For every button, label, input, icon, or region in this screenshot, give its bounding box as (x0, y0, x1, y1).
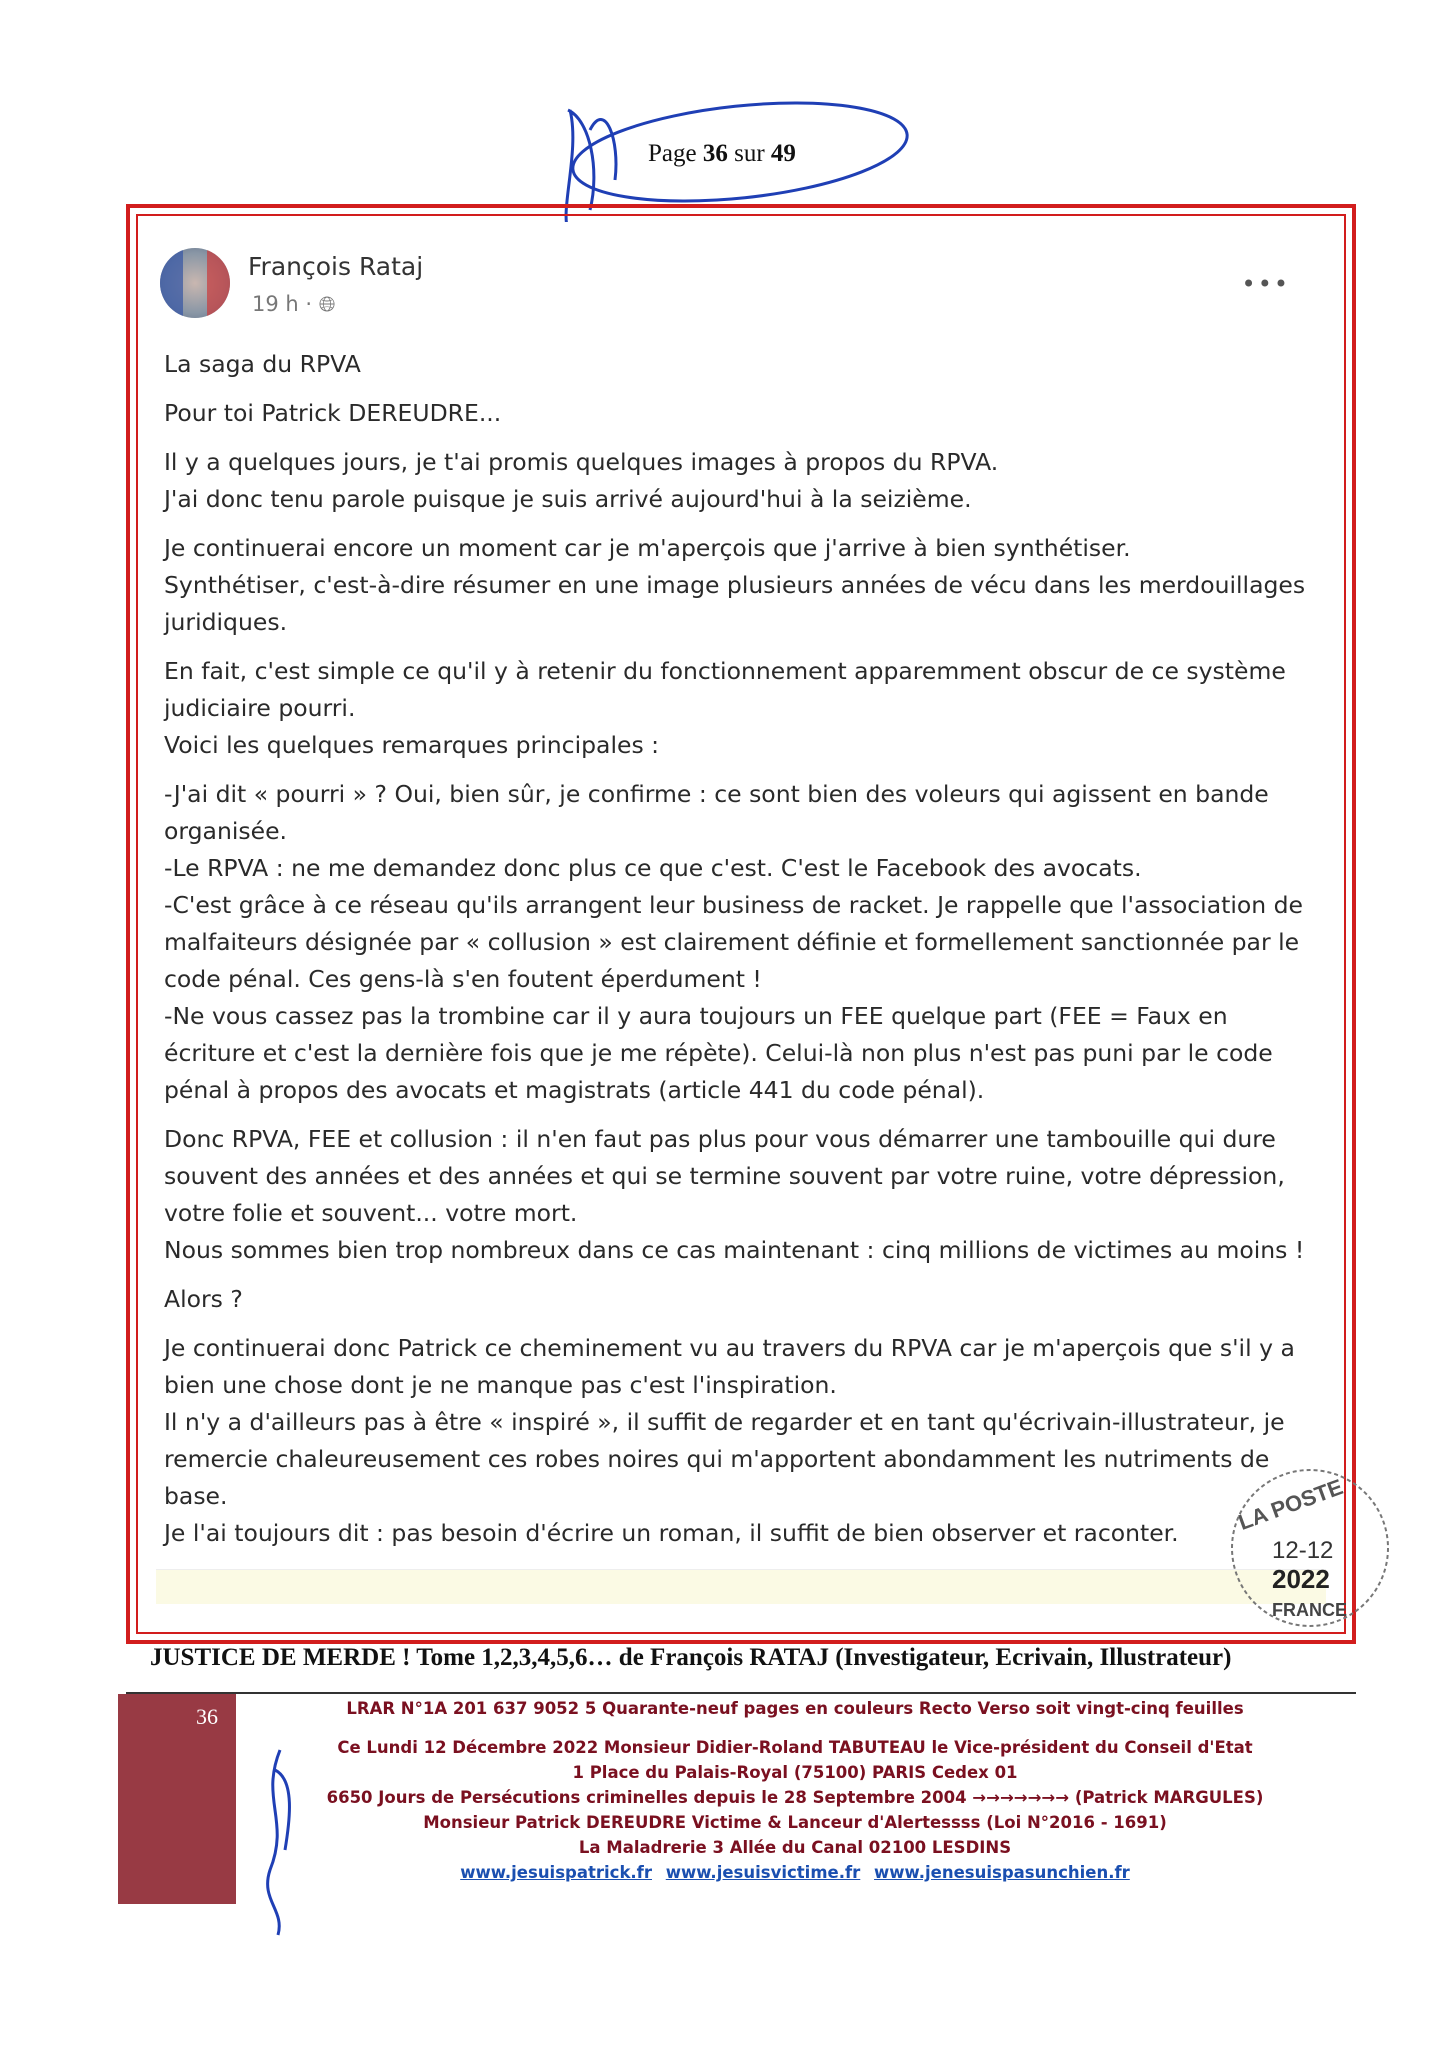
post-author[interactable]: François Rataj (248, 252, 424, 281)
post-line: -Le RPVA : ne me demandez donc plus ce que c'est. C'est le Facebook des avocats. (164, 854, 1142, 882)
post-paragraph (164, 1281, 1324, 1318)
lrar-address-block (240, 1696, 1350, 1885)
lrar-line: La Maladrerie 3 Allée du Canal 02100 LESDINS (578, 1838, 1012, 1857)
footer-links (240, 1860, 1350, 1885)
post-line: -C'est grâce à ce réseau qu'ils arrangent leur business de racket. Je rappelle que l'association de malfaiteurs désignée par « collusion » est clairement définie et formellement sanctionnée par le code pénal. Ces gens-là s'en foutent éperdument ! (164, 891, 1303, 993)
post-line: -Ne vous cassez pas la trombine car il y aura toujours un FEE quelque part (FEE = Faux en écriture et c'est la dernière fois que je me répète). Celui-là non plus n'est pas puni par le code pénal à propos des avocats et magistrats (article 441 du code pénal). (164, 1002, 1273, 1104)
lrar-line: 1 Place du Palais-Royal (75100) PARIS Cedex 01 (572, 1763, 1018, 1782)
link-jenesuispasunchien[interactable]: www.jenesuispasunchien.fr (874, 1863, 1130, 1882)
post-paragraph (164, 1330, 1324, 1552)
page-number: Page 36 sur 49 (648, 140, 796, 167)
post-time: 19 h · (252, 292, 313, 316)
lrar-line: 6650 Jours de Persécutions criminelles depuis le 28 Septembre 2004 →→→→→→→ (Patrick MARGULES) (326, 1788, 1264, 1807)
post-body (164, 346, 1324, 1613)
post-line: Synthétiser, c'est-à-dire résumer en une image plusieurs années de vécu dans les merdouillages juridiques. (164, 571, 1306, 636)
facebook-post (144, 222, 1338, 1610)
post-footer-bar (156, 1569, 1326, 1604)
post-line: Il y a quelques jours, je t'ai promis quelques images à propos du RPVA. (164, 448, 999, 476)
postmark-year: 2022 (1272, 1564, 1330, 1594)
post-line: J'ai donc tenu parole puisque je suis arrivé aujourd'hui à la seizième. (164, 485, 972, 513)
post-line: Je continuerai donc Patrick ce cheminement vu au travers du RPVA car je m'aperçois que s'il y a bien une chose dont je ne manque pas c'est l'inspiration. (164, 1334, 1295, 1399)
post-paragraph (164, 346, 1324, 383)
post-line: En fait, c'est simple ce qu'il y à retenir du fonctionnement apparemment obscur de ce système judiciaire pourri. (164, 657, 1286, 722)
post-line: Je l'ai toujours dit : pas besoin d'écrire un roman, il suffit de bien observer et raconter. (164, 1519, 1179, 1547)
post-paragraph (164, 395, 1324, 432)
avatar[interactable] (160, 248, 230, 318)
footer-page-number: 36 (196, 1704, 218, 1729)
link-jesuispatrick[interactable]: www.jesuispatrick.fr (460, 1863, 652, 1882)
post-line: Donc RPVA, FEE et collusion : il n'en faut pas plus pour vous démarrer une tambouille qui dure souvent des années et des années et qui se termine souvent par votre ruine, votre dépression, votre folie et souvent... votre mort. (164, 1125, 1285, 1227)
page-number-block (118, 1694, 236, 1904)
post-line: Je continuerai encore un moment car je m'aperçois que j'arrive à bien synthétiser. (164, 534, 1131, 562)
post-timestamp[interactable] (252, 292, 336, 317)
book-title: JUSTICE DE MERDE ! Tome 1,2,3,4,5,6… de François RATAJ (Investigateur, Ecrivain, Illustrateur) (150, 1644, 1232, 1671)
postmark-top: LA POSTE (1234, 1474, 1347, 1535)
post-paragraph (164, 1121, 1324, 1269)
post-paragraph (164, 776, 1324, 1109)
more-options-icon[interactable]: ••• (1241, 270, 1290, 298)
post-line: Nous sommes bien trop nombreux dans ce cas maintenant : cinq millions de victimes au moins ! (164, 1236, 1305, 1264)
post-paragraph (164, 530, 1324, 641)
lrar-line: Monsieur Patrick DEREUDRE Victime & Lanceur d'Alertessss (Loi N°2016 - 1691) (423, 1813, 1167, 1832)
lrar-line: Ce Lundi 12 Décembre 2022 Monsieur Didier-Roland TABUTEAU le Vice-président du Conseil d'Etat (337, 1738, 1253, 1757)
post-paragraph (164, 444, 1324, 518)
post-line: La saga du RPVA (164, 350, 361, 378)
post-frame (126, 204, 1356, 1644)
globe-icon: 🌐︎ (318, 292, 336, 316)
footer-divider (126, 1692, 1356, 1694)
postmark-stamp (1210, 1448, 1410, 1648)
link-jesuisvictime[interactable]: www.jesuisvictime.fr (665, 1863, 861, 1882)
post-paragraph (164, 653, 1324, 764)
post-line: Pour toi Patrick DEREUDRE... (164, 399, 502, 427)
post-line: -J'ai dit « pourri » ? Oui, bien sûr, je confirme : ce sont bien des voleurs qui agissent en bande organisée. (164, 780, 1269, 845)
post-line: Il n'y a d'ailleurs pas à être « inspiré », il suffit de regarder et en tant qu'écrivain-illustrateur, je remercie chaleureusement ces robes noires qui m'apportent abondamment les nutriments de base. (164, 1408, 1285, 1510)
post-line: Voici les quelques remarques principales : (164, 731, 660, 759)
postmark-date: 12-12 (1272, 1537, 1334, 1564)
postmark-bottom: FRANCE (1272, 1600, 1347, 1620)
post-line: Alors ? (164, 1285, 243, 1313)
lrar-line: LRAR N°1A 201 637 9052 5 Quarante-neuf pages en couleurs Recto Verso soit vingt-cinq feuilles (346, 1699, 1244, 1718)
